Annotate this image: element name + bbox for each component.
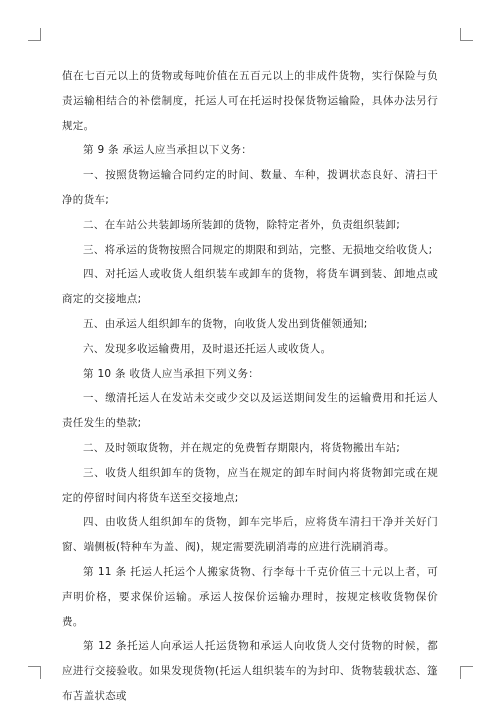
document-body [62,64,438,709]
crop-mark-top-right [460,28,473,41]
paragraph: 四、由收货人组织卸车的货物，卸车完毕后，应将货车清扫干净并关好门窗、端侧板(特种车为盖、阀)，规定需要洗刷消毒的应进行洗刷消毒。 [62,516,438,554]
paragraph: 三、将承运的货物按照合同规定的期限和到站，完整、无损地交给收货人; [83,243,433,256]
paragraph: 三、收货人组织卸车的货物，应当在规定的卸车时间内将货物卸完或在规定的停留时间内将货车送至交接地点; [62,466,438,504]
paragraph: 二、及时领取货物，并在规定的免费暂存期限内，将货物搬出车站; [83,441,401,454]
paragraph: 第 10 条 收货人应当承担下列义务： [83,367,260,380]
paragraph: 值在七百元以上的货物或每吨价值在五百元以上的非成件货物，实行保险与负责运输相结合的补偿制度，托运人可在托运时投保货物运输险，具体办法另行规定。 [62,70,438,132]
paragraph: 四、对托运人或收货人组织装车或卸车的货物，将货车调到装、卸地点或商定的交接地点; [62,268,438,306]
paragraph: 二、在车站公共装卸场所装卸的货物，除特定者外，负责组织装卸; [83,218,401,231]
paragraph: 第 12 条托运人向承运人托运货物和承运人向收货人交付货物的时候，都应进行交接验收。如果发现货物(托运人组织装车的为封印、货物装载状态、篷布苫盖状态或 [62,640,438,702]
paragraph: 六、发现多收运输费用，及时退还托运人或收货人。 [83,342,332,355]
crop-mark-top-left [28,28,41,41]
paragraph: 第 11 条 托运人托运个人搬家货物、行李每十千克价值三十元以上者，可声明价格，要求保价运输。承运人按保价运输办理时，按规定核收货物保价费。 [62,565,438,628]
paragraph: 第 9 条 承运人应当承担以下义务： [83,144,253,157]
paragraph: 一、按照货物运输合同约定的时间、数量、车种，拨调状态良好、清扫干净的货车; [62,169,438,206]
paragraph: 一、缴清托运人在发站未交或少交以及运送期间发生的运输费用和托运人责任发生的垫款; [62,392,438,430]
paragraph: 五、由承运人组织卸车的货物，向收货人发出到货催领通知; [83,317,368,330]
crop-mark-bottom-right [460,666,473,679]
crop-mark-bottom-left [28,666,41,679]
